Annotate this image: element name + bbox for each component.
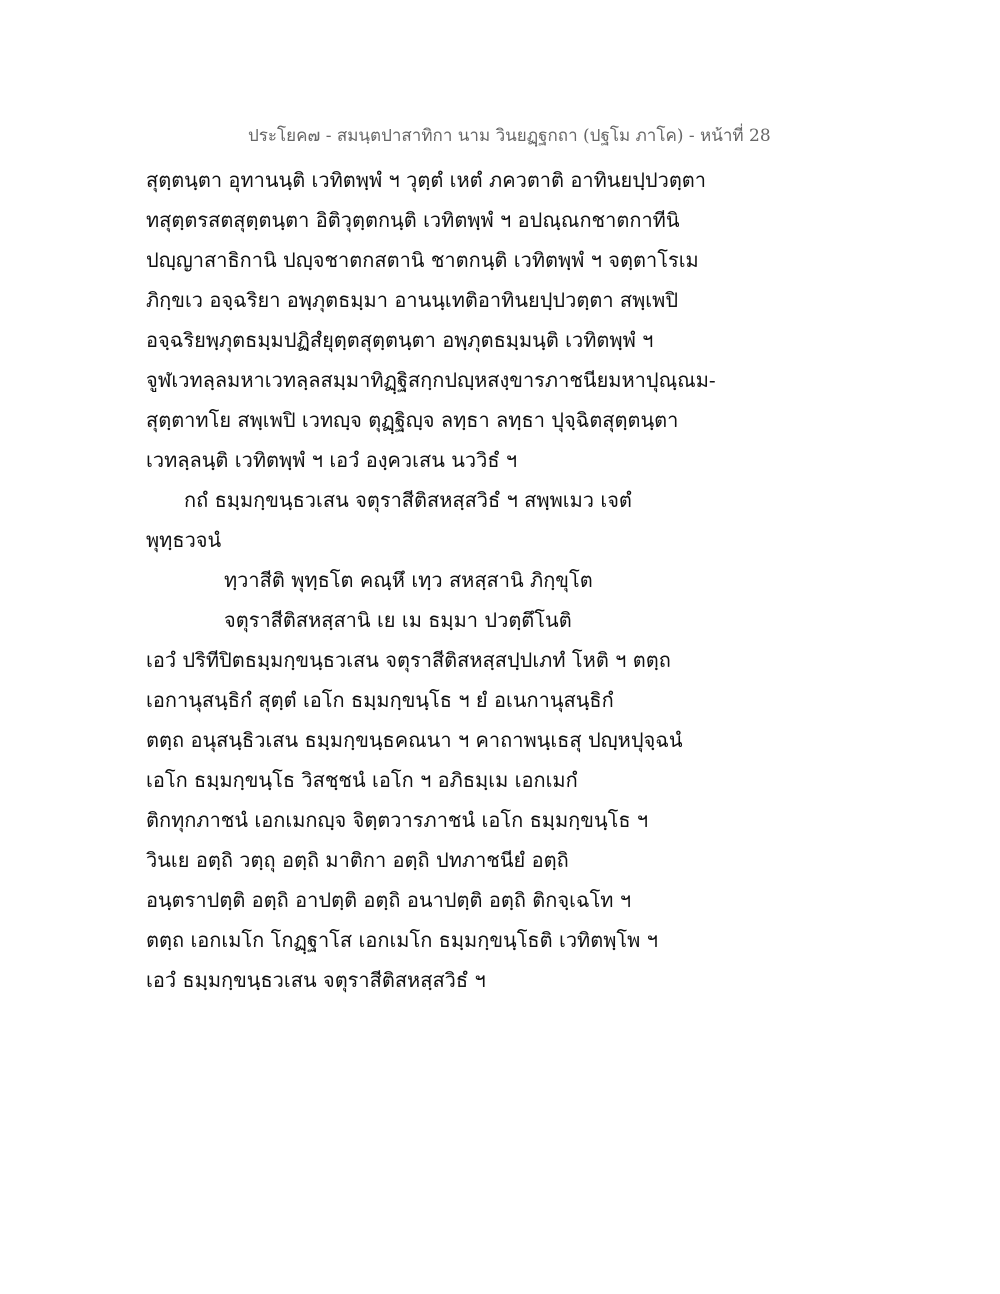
body-text bbox=[146, 160, 866, 1000]
text-line: ปญฺญาสาธิกานิ ปญฺจชาตกสตานิ ชาตกนฺติ เวทิตพฺพํ ฯ จตฺตาโรเม bbox=[146, 248, 699, 272]
text-line: เอกานุสนฺธิกํ สุตฺตํ เอโก ธมฺมกฺขนฺโธ ฯ ยํ อเนกานุสนฺธิกํ bbox=[146, 688, 614, 712]
text-line: เอวํ ธมฺมกฺขนฺธวเสน จตุราสีติสหสฺสวิธํ ฯ bbox=[146, 968, 486, 992]
text-line: เวทลฺลนฺติ เวทิตพฺพํ ฯ เอวํ องฺควเสน นววิธํ ฯ bbox=[146, 448, 518, 472]
text-line: เอวํ ปริทีปิตธมฺมกฺขนฺธวเสน จตุราสีติสหสฺสปฺปเภทํ โหติ ฯ ตตฺถ bbox=[146, 648, 671, 672]
text-line: วินเย อตฺถิ วตฺถุ อตฺถิ มาติกา อตฺถิ ปทภาชนียํ อตฺถิ bbox=[146, 848, 569, 872]
text-line: ตตฺถ เอกเมโก โกฏฺฐาโส เอกเมโก ธมฺมกฺขนฺโธติ เวทิตพฺโพ ฯ bbox=[146, 928, 658, 952]
text-line: อจฺฉริยพฺภุตธมฺมปฏิสํยุตฺตสุตฺตนฺตา อพฺภุตธมฺมนฺติ เวทิตพฺพํ ฯ bbox=[146, 328, 654, 352]
text-line: สุตฺตนฺตา อุทานนฺติ เวทิตพฺพํ ฯ วุตฺตํ เหตํ ภควตาติ อาทินยปฺปวตฺตา bbox=[146, 168, 707, 192]
verse-line: ทฺวาสีติ พุทฺธโต คณฺหึ เทฺว สหสฺสานิ ภิกฺขุโต bbox=[224, 568, 593, 592]
paragraph-start-line: กถํ ธมฺมกฺขนฺธวเสน จตุราสีติสหสฺสวิธํ ฯ สพฺพเมว เจตํ bbox=[184, 488, 632, 512]
text-line: อนฺตราปตฺติ อตฺถิ อาปตฺติ อตฺถิ อนาปตฺติ อตฺถิ ติกจฺเฉโท ฯ bbox=[146, 888, 632, 912]
text-line: สุตฺตาทโย สพฺเพปิ เวทญฺจ ตุฏฺฐิญฺจ ลทฺธา ลทฺธา ปุจฺฉิตสุตฺตนฺตา bbox=[146, 408, 679, 432]
text-line: ติกทุกภาชนํ เอกเมกญฺจ จิตฺตวารภาชนํ เอโก ธมฺมกฺขนฺโธ ฯ bbox=[146, 808, 649, 832]
text-line: ทสุตฺตรสตสุตฺตนฺตา อิติวุตฺตกนฺติ เวทิตพฺพํ ฯ อปณฺณกชาตกาทีนิ bbox=[146, 208, 680, 232]
verse-line: จตุราสีติสหสฺสานิ เย เม ธมฺมา ปวตฺตึโนติ bbox=[224, 608, 572, 632]
text-line: จูฬเวทลฺลมหาเวทลฺลสมฺมาทิฏฺฐิสกฺกปญฺหสงฺขารภาชนียมหาปุณฺณม- bbox=[146, 368, 716, 392]
text-line: พุทฺธวจนํ bbox=[146, 528, 222, 552]
text-line: เอโก ธมฺมกฺขนฺโธ วิสชฺชนํ เอโก ฯ อภิธมฺเม เอกเมกํ bbox=[146, 768, 578, 792]
page-header: ประโยค๗ - สมนฺตปาสาทิกา นาม วินยฏฺฐกถา (ปฐโม ภาโค) - หน้าที่ 28 bbox=[248, 126, 771, 146]
text-line: ตตฺถ อนุสนฺธิวเสน ธมฺมกฺขนฺธคณนา ฯ คาถาพนฺเธสุ ปญฺหปุจฺฉนํ bbox=[146, 728, 683, 752]
text-line: ภิกฺขเว อจฺฉริยา อพฺภุตธมฺมา อานนฺเทติอาทินยปฺปวตฺตา สพฺเพปิ bbox=[146, 288, 679, 312]
